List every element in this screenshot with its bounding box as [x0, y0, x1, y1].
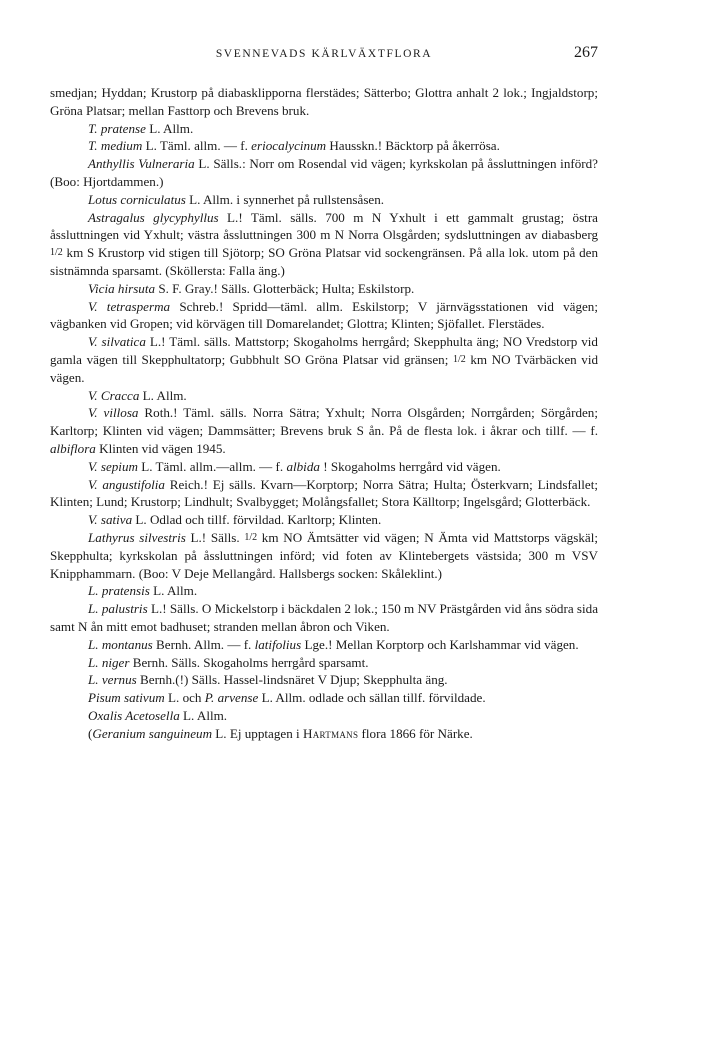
entry-text: L.! Täml. sälls. Mattstorp; Skogaholms herrgård; Skepphulta äng; NO Vredstorp vid gamla vägen till Skepphultatorp; Gubbhult SO Gröna Platsar vid gränsen; — [50, 334, 598, 367]
species-entry-astragalus — [50, 209, 598, 280]
entry-text: L. Allm. — [149, 583, 198, 599]
species-entry-anthyllis — [50, 155, 598, 191]
entry-text: L. Allm. — [139, 387, 187, 403]
species-entry-oxalis — [50, 707, 598, 725]
species-entry-lathyrus — [50, 529, 598, 582]
species-entry-v-tetrasperma — [50, 298, 598, 334]
entry-text: Schreb.! Spridd—täml. allm. Eskilstorp; V järnvägsstationen vid vägen; vägbanken vid Gropen; vid körvägen till Domarelandet; Glottra; Klinten; Sjöfallet. Flerstädes. — [50, 298, 598, 332]
species-entry-l-palustris — [50, 600, 598, 636]
taxon-name: V. angustifolia — [88, 476, 165, 492]
author-smallcaps: Hartmans — [302, 725, 359, 741]
taxon-name: Pisum sativum — [88, 690, 165, 706]
page-header — [50, 44, 598, 66]
entry-text: L. och — [164, 690, 205, 706]
taxon-name: T. pratense — [88, 120, 146, 136]
taxon-name: Geranium sanguineum — [92, 725, 213, 741]
species-entry-v-sativa — [50, 511, 598, 529]
entry-text: L.! Sälls. — [185, 529, 245, 545]
taxon-name: Lotus corniculatus — [88, 191, 186, 207]
entry-text: Bernh. Allm. — f. — [152, 636, 255, 652]
taxon-name: L. vernus — [88, 672, 137, 688]
taxon-name: V. silvatica — [88, 334, 146, 350]
entry-text: L. Ej upptagen i — [212, 725, 303, 741]
fraction: 1/2 — [244, 531, 258, 543]
entry-text: L. Allm. — [179, 707, 228, 723]
entry-text: L. Täml. allm. — f. — [142, 138, 252, 154]
taxon-name: albiflora — [50, 440, 96, 456]
entry-text: Bernh.(!) Sälls. Hassel-lindsnäret V Djup; Skepphulta äng. — [136, 672, 448, 688]
species-entry-t-medium — [50, 137, 598, 155]
entry-text: km NO Tvärbäcken vid vägen. — [50, 351, 599, 385]
entry-text: L. Täml. allm.—allm. — f. — [137, 458, 287, 474]
entry-text: km S Krustorp vid stigen till Sjötorp; SO Gröna Platsar vid sockengränsen. På alla lok. utom på den sistnämnda sparsamt. (Sköllersta: Falla äng.) — [50, 245, 598, 278]
species-entry-l-niger — [50, 654, 598, 672]
entry-text: Klinten vid vägen 1945. — [95, 440, 226, 456]
species-entry-v-silvatica — [50, 333, 598, 386]
taxon-name: L. niger — [88, 654, 130, 670]
taxon-name: Anthyllis Vulneraria — [88, 156, 195, 172]
taxon-name: V. sativa — [88, 512, 133, 528]
entry-text: Reich.! Ej sälls. Kvarn—Korptorp; Norra Sätra; Hulta; Österkvarn; Lindsfallet; Klinten; Lund; Krustorp; Lindhult; Svalbygget; Molångsfallet; Stora Källtorp; Ingelsgård; Glotterbäck. — [50, 476, 598, 510]
entry-text: S. F. Gray.! Sälls. Glotterbäck; Hulta; Eskilstorp. — [155, 280, 415, 296]
entry-text: L. Odlad och tillf. förvildad. Karltorp; Klinten. — [132, 512, 382, 528]
species-entry-v-angustifolia — [50, 476, 598, 512]
taxon-name: Lathyrus silvestris — [88, 529, 186, 545]
entry-text: L.! Täml. sälls. 700 m N Yxhult i ett gammalt grustag; östra åssluttningen vid Yxhult; västra åssluttningen 300 m N Norra Olsgården; sydsluttningen av diabasberg — [50, 209, 598, 243]
entry-text: L. Allm. odlade och sällan tillf. förvildade. — [258, 690, 486, 706]
running-title: SVENNEVADS KÄRLVÄXTFLORA — [215, 48, 433, 60]
species-entry-t-pratense — [50, 120, 598, 138]
species-entry-lotus — [50, 191, 598, 209]
taxon-name: V. villosa — [88, 405, 139, 421]
taxon-name: eriocalycinum — [251, 138, 327, 154]
taxon-name: V. Cracca — [88, 387, 140, 403]
entry-text: Lge.! Mellan Korptorp och Karlshammar vid vägen. — [301, 636, 579, 652]
species-entry-v-villosa — [50, 404, 598, 457]
taxon-name: latifolius — [254, 636, 302, 652]
entry-text: Hausskn.! Bäcktorp på åkerrösa. — [326, 138, 500, 154]
entry-text: L. Allm. — [145, 120, 194, 136]
entry-text: km NO Ämtsätter vid vägen; N Ämta vid Mattstorps vägskäl; Skepphulta; kyrkskolan på åssluttningen införd; vid foten av Klintebergets västsida; 300 m VSV Knipphammarn. (Boo: V Deje Mellangård. Hallsbergs socken: Skåleklint.) — [50, 529, 598, 581]
species-entry-l-vernus — [50, 671, 598, 689]
species-entry-l-pratensis — [50, 582, 598, 600]
taxon-name: L. palustris — [88, 601, 148, 617]
taxon-name: V. sepium — [88, 458, 138, 474]
taxon-name: T. medium — [88, 138, 143, 154]
species-entry-v-cracca — [50, 387, 598, 405]
entry-text: ! Skogaholms herrgård vid vägen. — [319, 458, 501, 474]
species-entry-vicia-hirsuta — [50, 280, 598, 298]
species-entry-geranium — [50, 725, 598, 743]
fraction: 1/2 — [50, 247, 63, 259]
species-entry-v-sepium — [50, 458, 598, 476]
flora-text-body — [50, 84, 598, 742]
entry-text: flora 1866 för Närke. — [358, 725, 473, 741]
taxon-name: V. tetrasperma — [88, 298, 171, 314]
taxon-name: L. montanus — [88, 636, 153, 652]
taxon-name: P. arvense — [204, 690, 259, 706]
taxon-name: albida — [286, 458, 320, 474]
species-entry-l-montanus — [50, 636, 598, 654]
page-number: 267 — [574, 44, 598, 61]
entry-text: ( — [88, 725, 93, 741]
entry-text: L. Allm. i synnerhet på rullstensåsen. — [185, 191, 385, 207]
entry-text: L.! Sälls. O Mickelstorp i bäckdalen 2 lok.; 150 m NV Prästgården vid åns södra sida samt N ån mitt emot badhuset; stranden mellan åbron och Viken. — [50, 601, 598, 634]
entry-text: Roth.! Täml. sälls. Norra Sätra; Yxhult; Norra Olsgården; Norrgården; Sörgården; Karltorp; Klinten vid vägen; Dammsätter; Brevens bruk S ån. På de flesta lok. i åkrar och tillf. — f. — [50, 405, 598, 439]
taxon-name: Vicia hirsuta — [88, 280, 156, 296]
taxon-name: Oxalis Acetosella — [88, 707, 180, 723]
entry-text: L. Sälls.: Norr om Rosendal vid vägen; kyrkskolan på åssluttningen införd? (Boo: Hjortdammen.) — [50, 156, 598, 189]
fraction: 1/2 — [452, 353, 466, 365]
entry-text: Bernh. Sälls. Skogaholms herrgård sparsamt. — [129, 654, 369, 670]
taxon-name: Astragalus glycyphyllus — [88, 209, 219, 225]
species-entry-smedjan — [50, 84, 598, 120]
entry-text: smedjan; Hyddan; Krustorp på diabasklipporna flerstädes; Sätterbo; Glottra anhalt 2 lok.; Ingjaldstorp; Gröna Platsar; mellan Fasttorp och Brevens bruk. — [50, 85, 598, 118]
species-entry-pisum — [50, 689, 598, 707]
taxon-name: L. pratensis — [88, 583, 150, 599]
